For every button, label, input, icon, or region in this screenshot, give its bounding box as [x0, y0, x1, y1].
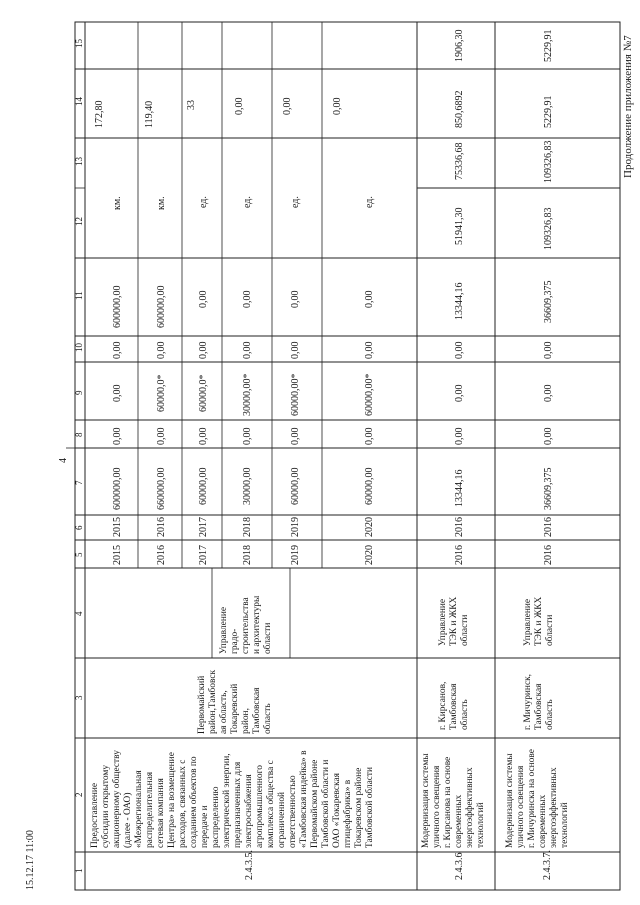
svg-text:30000,00: 30000,00 [242, 467, 253, 505]
col-num-4: 4 [74, 611, 84, 616]
description-block [90, 750, 375, 848]
svg-text:уличного освещения: уличного освещения [516, 765, 526, 848]
svg-text:2017: 2017 [198, 545, 209, 565]
col-num-8: 8 [74, 432, 84, 437]
svg-text:технологий: технологий [560, 802, 570, 848]
svg-text:0,00: 0,00 [543, 427, 554, 445]
svg-text:0,00: 0,00 [234, 97, 245, 115]
svg-text:г. Кирсанов,: г. Кирсанов, [438, 681, 448, 730]
svg-text:(далее - ОАО): (далее - ОАО) [123, 792, 133, 848]
row-code: 2.4.3.6 [454, 852, 465, 880]
svg-text:0,00: 0,00 [282, 97, 293, 115]
svg-text:ограниченной: ограниченной [277, 791, 287, 848]
svg-text:Тамбовская: Тамбовская [449, 683, 459, 730]
svg-text:Модернизация системы: Модернизация системы [505, 753, 515, 848]
svg-text:0,00: 0,00 [112, 341, 123, 359]
svg-text:0,00: 0,00 [454, 384, 465, 402]
svg-text:Управление: Управление [438, 598, 448, 646]
sub-row-2016 [144, 101, 167, 565]
svg-text:распределению: распределению [211, 786, 221, 848]
svg-text:ед.: ед. [290, 196, 301, 208]
svg-text:2016: 2016 [543, 517, 554, 537]
svg-text:600000,00: 600000,00 [156, 285, 167, 328]
sub-row-2018 [234, 98, 253, 566]
svg-text:Управление: Управление [523, 598, 533, 646]
svg-text:600000,00: 600000,00 [112, 285, 123, 328]
svg-text:распределительная: распределительная [145, 771, 155, 848]
svg-text:2016: 2016 [454, 517, 465, 537]
svg-text:Управление: Управление [219, 606, 229, 654]
svg-text:60000,0*: 60000,0* [156, 374, 167, 412]
svg-text:Тамбовская: Тамбовская [534, 683, 544, 730]
col-num-11: 11 [74, 291, 84, 300]
svg-text:«Тамбовская индейка» в: «Тамбовская индейка» в [299, 750, 309, 848]
svg-text:комплекса общества с: комплекса общества с [266, 760, 276, 848]
svg-text:0,00: 0,00 [543, 341, 554, 359]
svg-text:технологий: технологий [476, 802, 486, 848]
svg-text:электрической энергии,: электрической энергии, [222, 753, 232, 848]
svg-text:2018: 2018 [242, 517, 253, 537]
col-num-13: 13 [74, 157, 84, 166]
svg-text:«Межрегиональная: «Межрегиональная [134, 770, 144, 848]
svg-text:градо-: градо- [230, 628, 240, 654]
description-block [421, 753, 486, 848]
svg-text:2019: 2019 [290, 517, 301, 537]
svg-text:птицефабрика» в: птицефабрика» в [343, 779, 353, 848]
svg-text:созданием объектов по: созданием объектов по [189, 756, 199, 848]
svg-text:Тамбовской области: Тамбовской области [365, 766, 375, 848]
svg-text:1906,30: 1906,30 [454, 29, 465, 62]
svg-text:сетевая компания: сетевая компания [156, 778, 166, 848]
svg-text:уличного освещения: уличного освещения [432, 765, 442, 848]
executor-block [219, 595, 273, 654]
svg-text:5229,91: 5229,91 [543, 95, 554, 128]
svg-text:0,00: 0,00 [364, 341, 375, 359]
svg-text:ТЭК и ЖКХ: ТЭК и ЖКХ [449, 596, 459, 646]
svg-text:0,00: 0,00 [112, 384, 123, 402]
svg-text:2016: 2016 [156, 545, 167, 565]
svg-text:172,80: 172,80 [94, 100, 105, 128]
col-num-10: 10 [74, 343, 84, 352]
svg-text:Первомайский: Первомайский [197, 675, 207, 734]
svg-text:Модернизация системы: Модернизация системы [421, 753, 431, 848]
svg-text:0,00: 0,00 [242, 290, 253, 308]
timestamp: 15.12.17 11:00 [25, 830, 36, 890]
col-num-12: 12 [74, 217, 84, 226]
svg-text:2016: 2016 [543, 545, 554, 565]
svg-text:г. Кирсанова на основе: г. Кирсанова на основе [443, 756, 453, 848]
svg-text:0,00: 0,00 [290, 427, 301, 445]
row-code: 2.4.3.5. [244, 850, 255, 880]
col-num-7: 7 [74, 480, 84, 485]
svg-text:ед.: ед. [198, 196, 209, 208]
svg-text:36609,375: 36609,375 [543, 467, 554, 510]
svg-text:0,00: 0,00 [242, 427, 253, 445]
svg-text:75336,68: 75336,68 [454, 142, 465, 180]
col-num-6: 6 [74, 525, 84, 530]
svg-text:ответственностью: ответственностью [288, 775, 298, 848]
svg-text:Центра» на возмещение: Центра» на возмещение [167, 752, 177, 848]
col-num-14: 14 [74, 97, 84, 106]
svg-text:2020: 2020 [364, 517, 375, 537]
row-code: 2.4.3.7. [542, 850, 553, 880]
svg-text:энергоэффективных: энергоэффективных [465, 767, 475, 848]
svg-text:0,00: 0,00 [364, 290, 375, 308]
svg-text:60000,0*: 60000,0* [198, 374, 209, 412]
svg-text:агропромышленного: агропромышленного [255, 765, 265, 848]
svg-text:области: области [263, 622, 273, 654]
svg-text:Тамбовская: Тамбовская [252, 687, 262, 734]
svg-text:область: область [263, 703, 273, 734]
svg-text:области: области [545, 614, 555, 646]
row-2-4-3-7 [505, 30, 570, 881]
svg-text:109326,83: 109326,83 [543, 140, 554, 183]
svg-text:30000,00*: 30000,00* [242, 373, 253, 416]
svg-text:0,00: 0,00 [198, 427, 209, 445]
svg-text:5229,91: 5229,91 [543, 29, 554, 62]
svg-text:0,00: 0,00 [242, 341, 253, 359]
svg-text:область: область [460, 699, 470, 730]
svg-text:2016: 2016 [454, 545, 465, 565]
svg-text:Тамбовской области и: Тамбовской области и [321, 759, 331, 848]
row-2-4-3-6 [421, 30, 486, 881]
svg-text:2017: 2017 [198, 517, 209, 537]
svg-text:2020: 2020 [364, 545, 375, 565]
svg-text:Первомайском районе: Первомайском районе [310, 759, 320, 848]
svg-text:660000,00: 660000,00 [156, 467, 167, 510]
svg-text:36609,375: 36609,375 [543, 280, 554, 323]
location-block [523, 674, 555, 730]
svg-text:современных: современных [454, 794, 464, 848]
svg-text:строительства: строительства [241, 597, 251, 654]
col-num-3: 3 [74, 695, 84, 700]
svg-text:ая область,: ая область, [219, 690, 229, 734]
svg-text:0,00: 0,00 [112, 427, 123, 445]
svg-text:2016: 2016 [156, 517, 167, 537]
svg-text:передаче и: передаче и [200, 805, 210, 848]
svg-text:60000,00: 60000,00 [198, 467, 209, 505]
svg-text:60000,00: 60000,00 [290, 467, 301, 505]
svg-text:район,: район, [241, 708, 251, 734]
svg-text:Предоставление: Предоставление [90, 782, 100, 848]
col-num-5: 5 [74, 552, 84, 557]
svg-text:51941,30: 51941,30 [454, 207, 465, 245]
svg-text:км.: км. [112, 196, 123, 210]
svg-text:0,00: 0,00 [332, 97, 343, 115]
svg-text:ОАО «Токаревская: ОАО «Токаревская [332, 773, 342, 848]
svg-text:13344,16: 13344,16 [454, 282, 465, 320]
svg-text:ед.: ед. [242, 196, 253, 208]
continuation-label: Продолжение приложения №7 [622, 35, 634, 178]
sub-row-2017 [186, 100, 209, 565]
svg-text:0,00: 0,00 [198, 290, 209, 308]
svg-text:0,00: 0,00 [156, 341, 167, 359]
group-2-4-3-5 [90, 98, 375, 881]
col-num-9: 9 [74, 390, 84, 395]
svg-text:предназначенных для: предназначенных для [233, 761, 243, 848]
svg-text:119,40: 119,40 [144, 100, 155, 128]
sub-row-2015 [94, 101, 123, 566]
svg-text:ед.: ед. [364, 196, 375, 208]
svg-text:0,00: 0,00 [543, 384, 554, 402]
svg-text:электроснабжения: электроснабжения [244, 774, 254, 848]
col-num-1: 1 [74, 868, 84, 873]
svg-text:0,00: 0,00 [156, 427, 167, 445]
svg-text:33: 33 [186, 100, 197, 110]
svg-text:г. Мичуринск,: г. Мичуринск, [523, 673, 533, 730]
description-block [505, 749, 570, 848]
svg-text:район,Тамбовск: район,Тамбовск [208, 669, 218, 734]
svg-text:60000,00: 60000,00 [364, 467, 375, 505]
svg-text:0,00: 0,00 [454, 341, 465, 359]
page-number: 4 [58, 458, 69, 463]
svg-text:0,00: 0,00 [290, 341, 301, 359]
col-num-15: 15 [74, 39, 84, 48]
svg-text:область: область [545, 699, 555, 730]
svg-text:0,00: 0,00 [290, 290, 301, 308]
svg-text:Токаревский: Токаревский [230, 683, 240, 734]
svg-text:0,00: 0,00 [364, 427, 375, 445]
svg-text:2019: 2019 [290, 545, 301, 565]
svg-text:энергоэффективных: энергоэффективных [549, 767, 559, 848]
svg-text:850,6892: 850,6892 [454, 90, 465, 128]
svg-text:Токаревском районе: Токаревском районе [354, 767, 364, 848]
sub-row-2020 [332, 98, 375, 566]
svg-text:2015: 2015 [112, 517, 123, 537]
svg-text:расходов, связанных с: расходов, связанных с [178, 759, 188, 848]
svg-text:13344,16: 13344,16 [454, 469, 465, 507]
col-num-2: 2 [74, 792, 84, 797]
location-block [196, 670, 273, 734]
svg-text:субсидии открытому: субсидии открытому [101, 764, 111, 848]
svg-text:2018: 2018 [242, 545, 253, 565]
svg-text:600000,00: 600000,00 [112, 467, 123, 510]
executor-block [438, 596, 470, 646]
svg-text:области: области [460, 614, 470, 646]
sub-row-2019 [282, 98, 301, 566]
svg-text:60000,00*: 60000,00* [364, 373, 375, 416]
svg-text:акционерному обществу: акционерному обществу [112, 750, 122, 848]
svg-text:2015: 2015 [112, 545, 123, 565]
svg-text:0,00: 0,00 [198, 341, 209, 359]
svg-text:км.: км. [156, 196, 167, 210]
svg-text:0,00: 0,00 [454, 427, 465, 445]
svg-text:ТЭК и ЖКХ: ТЭК и ЖКХ [534, 596, 544, 646]
svg-text:и архитектуры: и архитектуры [252, 595, 262, 654]
svg-text:60000,00*: 60000,00* [290, 373, 301, 416]
svg-text:109326,83: 109326,83 [543, 207, 554, 250]
executor-block [523, 596, 555, 646]
location-block [438, 682, 470, 730]
svg-text:современных: современных [538, 794, 548, 848]
svg-text:г. Мичуринска на основе: г. Мичуринска на основе [527, 749, 537, 848]
